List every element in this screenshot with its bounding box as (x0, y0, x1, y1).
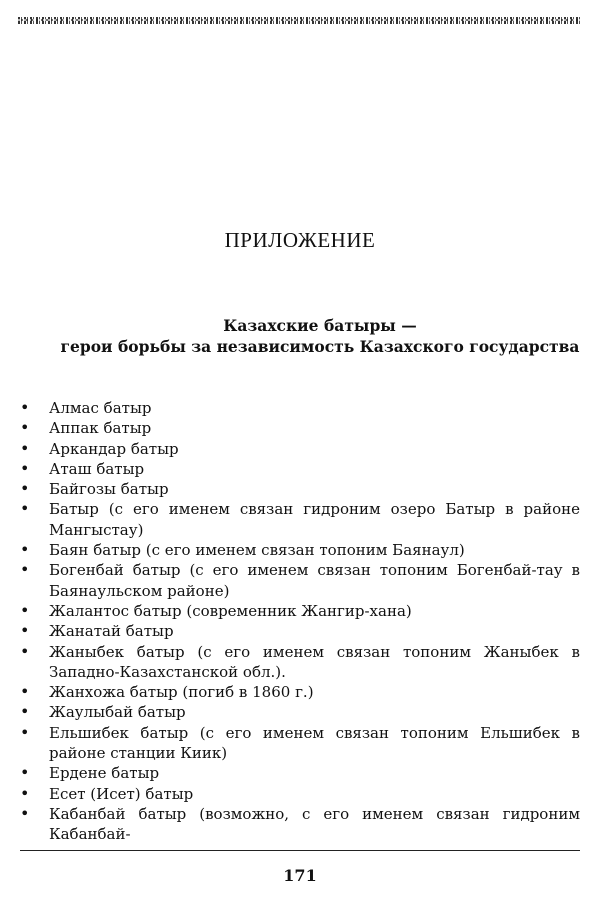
list-item-text: Аташ батыр (49, 459, 145, 478)
list-item-text: Жанхожа батыр (погиб в 1860 г.) (49, 683, 314, 702)
list-item (20, 479, 580, 499)
bullet-icon: • (20, 479, 30, 499)
list-item (20, 804, 580, 845)
bullet-icon: • (20, 783, 30, 803)
list-item (20, 702, 580, 722)
list-item-text: Аппак батыр (49, 419, 152, 438)
list-item-text: Жаныбек батыр (с его именем связан топоним Жаныбек в Западно-Казахстанской обл.). (49, 642, 580, 681)
batyr-list (20, 398, 580, 845)
bullet-icon: • (20, 803, 30, 823)
bullet-icon: • (20, 763, 30, 783)
list-item (20, 398, 580, 418)
bullet-icon: • (20, 682, 30, 702)
list-item-text: Алмас батыр (49, 399, 152, 417)
footer-divider (20, 850, 580, 851)
list-item (20, 499, 580, 540)
section-heading-line-1: Казахские батыры — (223, 316, 417, 335)
bullet-icon: • (20, 499, 30, 519)
list-item-text: Есет (Исет) батыр (49, 784, 194, 803)
bullet-icon: • (20, 560, 30, 580)
bullet-icon: • (20, 398, 30, 417)
bullet-icon: • (20, 722, 30, 742)
list-item (20, 784, 580, 804)
bullet-icon: • (20, 438, 30, 458)
list-item (20, 621, 580, 641)
list-item (20, 439, 580, 459)
bullet-icon: • (20, 418, 30, 438)
list-item-text: Баян батыр (с его именем связан топоним Баянаул) (49, 541, 465, 560)
list-item-text: Богенбай батыр (с его именем связан топоним Богенбай-тау в Баянаульском районе) (49, 561, 580, 600)
page-number: 171 (283, 866, 317, 885)
list-item-text: Ердене батыр (49, 764, 160, 783)
list-item (20, 642, 580, 683)
bullet-icon: • (20, 702, 30, 722)
list-item-text: Байгозы батыр (49, 480, 169, 499)
list-item-text: Жаулыбай батыр (49, 703, 186, 722)
bullet-icon: • (20, 621, 30, 641)
list-item-text: Батыр (с его именем связан гидроним озеро Батыр в районе Мангыстау) (49, 500, 580, 539)
bullet-icon: • (20, 641, 30, 661)
list-item-text: Аркандар батыр (49, 439, 179, 458)
list-item-text: Кабанбай батыр (возможно, с его именем связан гидроним Кабанбай- (49, 804, 580, 844)
list-item (20, 682, 580, 702)
list-item-text: Ельшибек батыр (с его именем связан топоним Ельшибек в районе станции Киик) (49, 723, 580, 763)
bullet-icon: • (20, 600, 30, 620)
bullet-icon: • (20, 458, 30, 478)
list-item (20, 418, 580, 438)
bullet-icon: • (20, 540, 30, 560)
section-heading-line-2: герои борьбы за независимость Казахского государства (60, 337, 580, 356)
list-item (20, 459, 580, 479)
list-item (20, 560, 580, 601)
list-item (20, 540, 580, 560)
list-item-text: Жанатай батыр (49, 622, 174, 641)
list-item (20, 601, 580, 621)
list-item-text: Жалантос батыр (современник Жангир-хана) (49, 601, 412, 620)
list-item (20, 763, 580, 783)
page-title: ПРИЛОЖЕНИЕ (224, 228, 376, 252)
list-item (20, 723, 580, 764)
top-ornament-border (18, 17, 580, 24)
